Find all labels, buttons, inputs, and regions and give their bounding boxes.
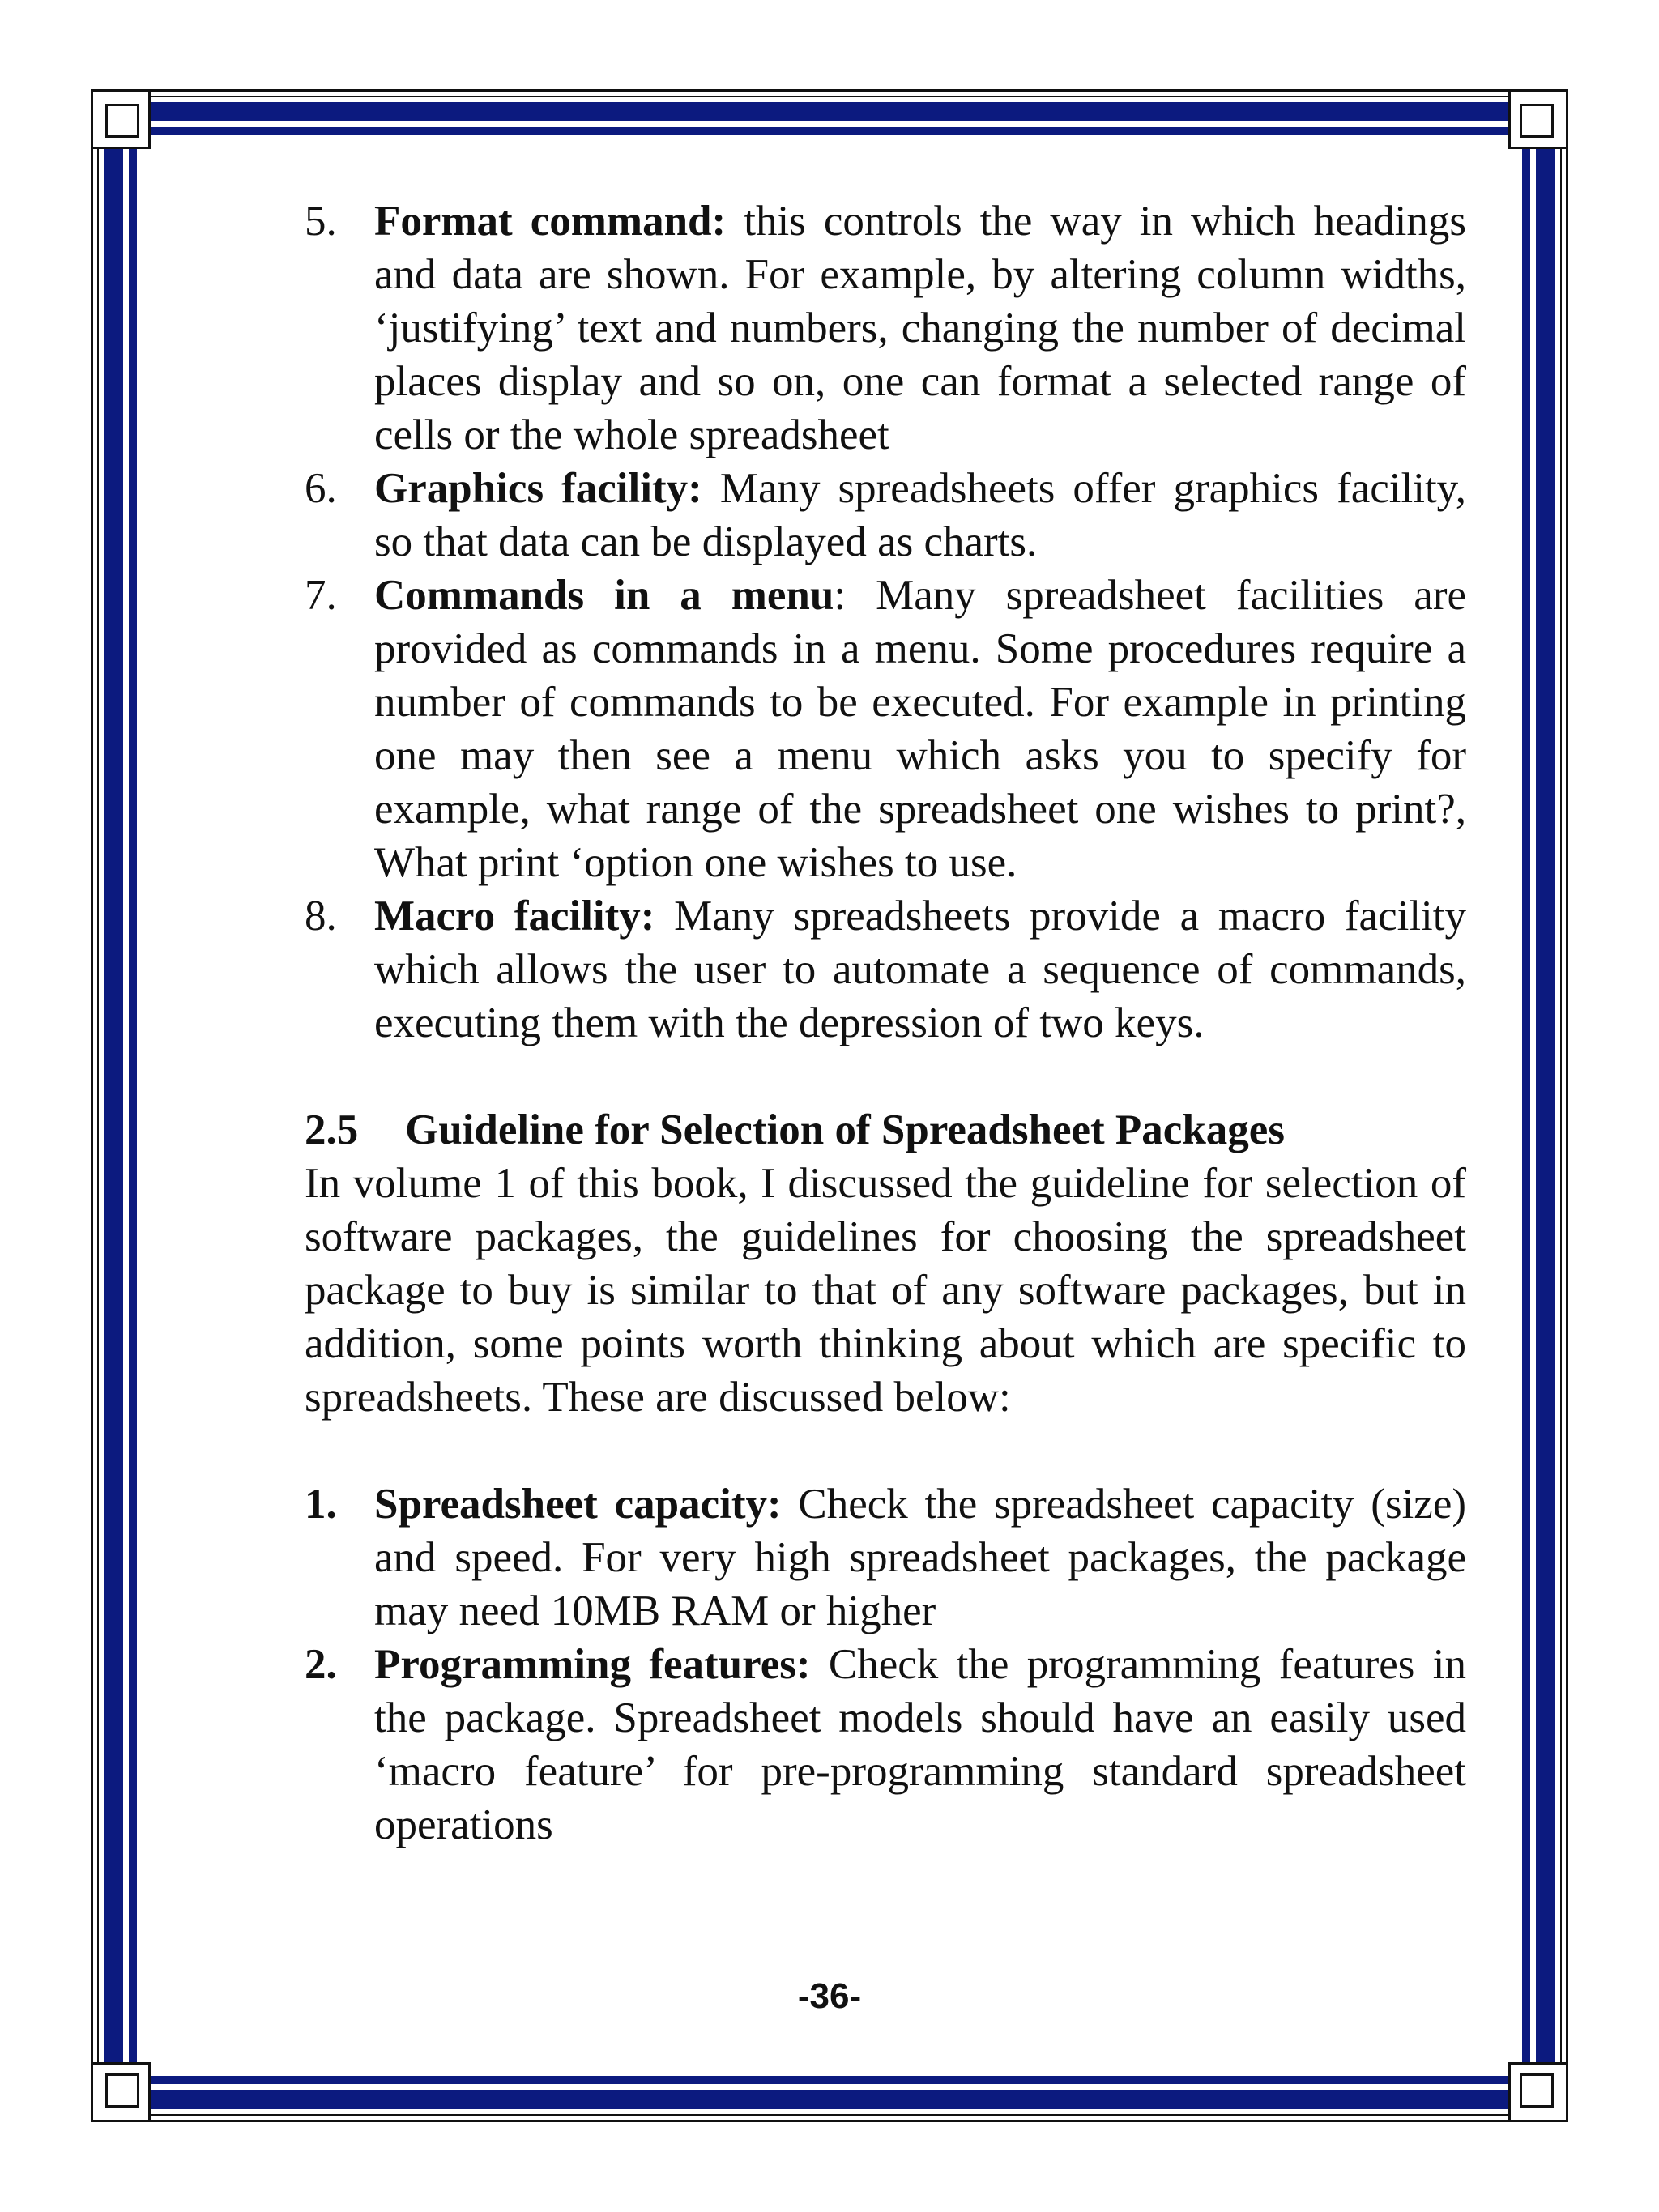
list-number: 7. [305,572,337,619]
list-item-spreadsheet-capacity [305,1477,1466,1638]
list-item-format-command [305,194,1466,462]
list-term: Macro facility: [374,893,655,940]
list-number: 2. [305,1641,337,1688]
list-number: 8. [305,893,337,940]
list-item-macro-facility [305,889,1466,1050]
list-term: Programming features: [374,1641,811,1688]
page-content [305,194,1466,1852]
section-number: 2.5 [305,1106,359,1153]
section-paragraph: In volume 1 of this book, I discussed the guideline for selection of software packages, the guidelines for choosing the spreadsheet package to buy is similar to that of any software packages, but in addition, some points worth thinking about which are specific to spreadsheets. These are discussed below: [305,1160,1466,1421]
section-title: Guideline for Selection of Spreadsheet Packages [405,1106,1285,1153]
list-term: Commands in a menu [374,572,834,619]
corner-ornament-bottom-right [1503,2057,1568,2122]
list-text: Many spreadsheets provide a macro facility which allows the user to automate a sequence of commands, executing them with the depression of two keys. [374,893,1466,1046]
list-item-graphics-facility [305,462,1466,569]
list-number: 1. [305,1481,337,1528]
list-text: Check the programming features in the package. Spreadsheet models should have an easily used ‘macro feature’ for pre-programming standard spreadsheet operations [374,1641,1466,1848]
list-text: Check the spreadsheet capacity (size) and speed. For very high spreadsheet packages, the package may need 10MB RAM or higher [374,1481,1466,1634]
list-term: Graphics facility: [374,465,702,512]
page-number: -36- [797,1976,862,2016]
corner-ornament-top-left [91,89,156,154]
list-number: 6. [305,465,337,512]
list-item-commands-in-a-menu [305,569,1466,889]
list-text: this controls the way in which headings and data are shown. For example, by altering column widths, ‘justifying’ text and numbers, changing the number of decimal places display and so on, one can format a selected range of cells or the whole spreadsheet [374,198,1466,458]
list-item-programming-features [305,1638,1466,1852]
list-term: Format command: [374,198,727,245]
corner-ornament-bottom-left [91,2057,156,2122]
list-number: 5. [305,198,337,245]
section-heading [305,1103,1466,1157]
list-text: Many spreadsheets offer graphics facility, so that data can be displayed as charts. [374,465,1466,565]
corner-ornament-top-right [1503,89,1568,154]
list-term: Spreadsheet capacity: [374,1481,782,1528]
list-text: : Many spreadsheet facilities are provided as commands in a menu. Some procedures require a number of commands to be executed. For example in printing one may then see a menu which asks you to specify for example, what range of the spreadsheet one wishes to print?, What print ‘option one wishes to use. [374,572,1466,886]
